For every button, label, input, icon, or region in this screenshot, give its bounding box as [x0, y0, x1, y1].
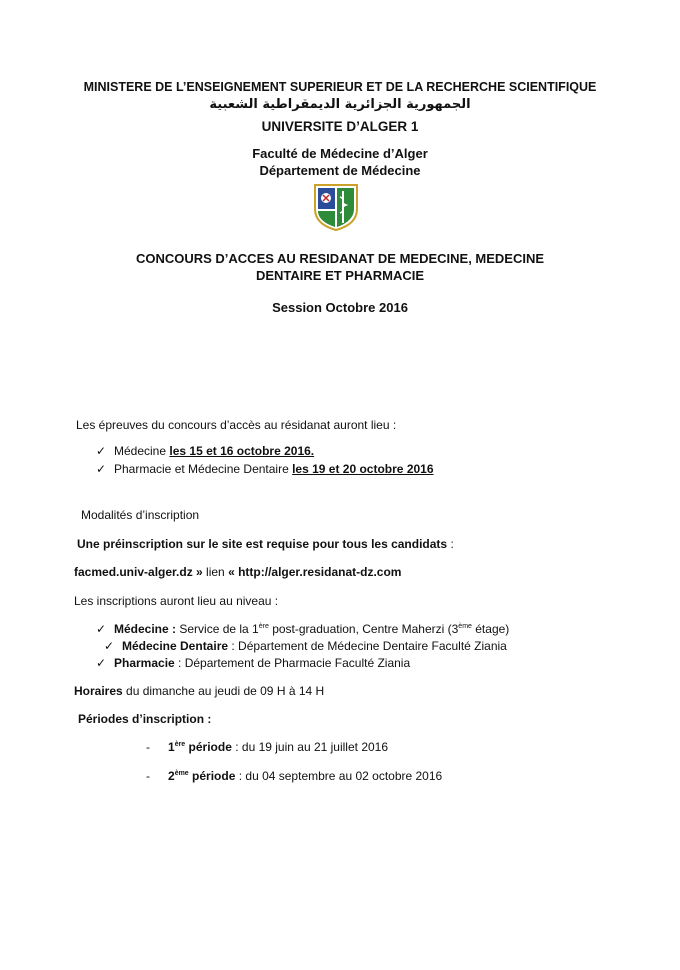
periode-num: 2 [168, 769, 175, 783]
site-residanat-link[interactable]: « http://alger.residanat-dz.com [228, 565, 402, 579]
checkmark-icon: ✓ [96, 622, 107, 636]
epreuve-item [96, 444, 314, 458]
checkmark-icon: ✓ [96, 444, 107, 458]
checkmark-icon: ✓ [104, 639, 115, 653]
periode-label: période [188, 769, 236, 783]
preinscription-suffix: : [447, 537, 454, 551]
checkmark-icon: ✓ [96, 462, 107, 476]
department-heading: Département de Médecine [259, 163, 421, 178]
republic-arabic-heading: الجمهورية الجزائرية الديمقراطية الشعبية [209, 97, 471, 112]
lieu-item [96, 656, 410, 670]
dash-bullet: - [146, 769, 150, 783]
dash-bullet: - [146, 740, 150, 754]
lieu-text: Service de la 1 [176, 622, 259, 636]
epreuve-label: Pharmacie et Médecine Dentaire [114, 462, 293, 476]
lieu-name: Pharmacie [114, 656, 175, 670]
lieu-sup-2: ème [458, 623, 472, 630]
site-facmed[interactable]: facmed.univ-alger.dz » [74, 565, 203, 579]
lieu-sup: ère [258, 623, 269, 630]
periode-item [146, 740, 388, 754]
periodes-heading: Périodes d’inscription : [78, 712, 212, 726]
concours-title-line2: DENTAIRE ET PHARMACIE [255, 268, 425, 283]
lieu-item [96, 622, 509, 636]
lieu-text-3: étage) [471, 622, 510, 636]
periode-sup: ère [174, 741, 186, 748]
modalites-heading: Modalités d’inscription [81, 508, 200, 522]
epreuve-item [96, 462, 434, 476]
preinscription-line [77, 537, 454, 551]
lieu-text-2: post-graduation, Centre Maherzi (3 [268, 622, 459, 636]
university-heading: UNIVERSITE D’ALGER 1 [261, 119, 419, 134]
epreuve-dates: les 15 et 16 octobre 2016. [169, 444, 315, 458]
lieu-item [104, 639, 507, 653]
site-link-word: lien [202, 565, 229, 579]
periode-text: : du 04 septembre au 02 octobre 2016 [235, 769, 443, 783]
concours-title-line1: CONCOURS D’ACCES AU RESIDANAT DE MEDECINE, MEDECINE [135, 251, 545, 266]
faculty-emblem-logo [313, 183, 359, 231]
ministry-heading: MINISTERE DE L’ENSEIGNEMENT SUPERIEUR ET DE LA RECHERCHE SCIENTIFIQUE [83, 80, 597, 94]
epreuve-label: Médecine [114, 444, 170, 458]
lieu-name: Médecine : [114, 622, 177, 636]
epreuve-dates: les 19 et 20 octobre 2016 [292, 462, 434, 476]
periode-sup: ème [174, 770, 189, 777]
session-label: Session Octobre 2016 [272, 300, 408, 315]
faculty-heading: Faculté de Médecine d’Alger [252, 146, 428, 161]
epreuves-intro: Les épreuves du concours d’accès au résidanat auront lieu : [76, 418, 397, 432]
horaires-label: Horaires [74, 684, 123, 698]
horaires-line [74, 684, 324, 698]
preinscription-text: Une préinscription sur le site est requise pour tous les candidats [77, 537, 448, 551]
lieu-text: : Département de Pharmacie Faculté Ziania [174, 656, 411, 670]
lieu-name: Médecine Dentaire [122, 639, 229, 653]
periode-label: période [185, 740, 232, 754]
periode-num: 1 [168, 740, 175, 754]
checkmark-icon: ✓ [96, 656, 107, 670]
site-line [74, 565, 401, 579]
lieu-text: : Département de Médecine Dentaire Faculté Ziania [228, 639, 507, 653]
periode-item [146, 769, 442, 783]
periode-text: : du 19 juin au 21 juillet 2016 [231, 740, 389, 754]
horaires-text: du dimanche au jeudi de 09 H à 14 H [122, 684, 325, 698]
inscriptions-lieu-intro: Les inscriptions auront lieu au niveau : [74, 594, 279, 608]
